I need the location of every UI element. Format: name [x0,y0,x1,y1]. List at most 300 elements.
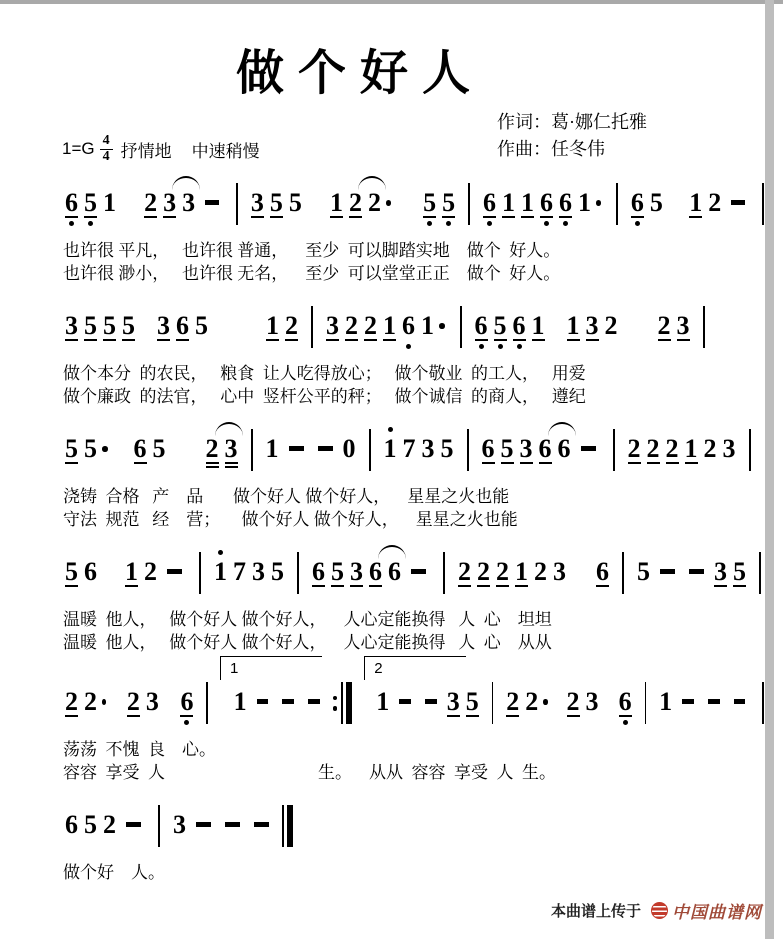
expression-marking: 抒情地 [120,141,172,161]
duration-dash [196,822,211,827]
duration-dash [318,446,333,451]
music-system [0,435,774,531]
lyric-line: 守法 规范 经 营； 做个好人 做个好人， 星星之火也能 [63,510,518,529]
barline [251,429,253,471]
note [125,558,138,587]
note-digit: 5 [442,188,456,217]
augmentation-dot [102,446,108,452]
augmentation-dot [596,200,601,206]
note-digit: 6 [538,434,552,463]
note-digit: 1 [376,687,390,716]
barline [622,552,624,594]
low-octave-dot [544,221,549,226]
note [252,558,265,585]
note-digit: 2 [368,188,382,217]
barline [236,183,238,225]
note-digit: 1 [265,434,279,463]
note-digit: 5 [152,434,166,463]
note-digit: 5 [65,434,78,463]
low-octave-dot [498,344,503,349]
note [146,688,159,715]
note [685,435,698,464]
note-digit: 2 [646,434,660,463]
note [442,189,455,218]
note [520,435,533,464]
note [234,688,247,715]
note [521,189,534,218]
note [631,189,644,218]
volta-box: 1 [220,656,322,680]
note-digit: 6 [65,188,78,217]
note [163,189,176,218]
low-octave-dot [479,344,484,349]
barline [703,306,705,348]
music-system [0,811,774,884]
key-and-tempo [62,135,280,163]
note-digit: 5 [195,311,208,340]
note-digit: 2 [657,311,671,340]
note [532,312,545,341]
note [326,312,339,341]
note [475,312,488,341]
note [368,189,381,216]
note [182,189,195,216]
note-digit: 5 [637,557,650,586]
note [195,312,208,339]
augmentation-dot [439,323,445,329]
note [270,189,283,218]
note [65,189,78,218]
note-digit: 3 [585,687,599,716]
note [349,189,362,218]
note-digit: 5 [288,188,302,217]
note [666,435,679,464]
note-digit: 6 [312,557,325,586]
low-octave-dot [184,720,189,725]
note [180,688,193,717]
music-system [0,312,774,408]
duration-dash [689,569,704,574]
note-digit: 3 [676,311,690,340]
note-digit: 6 [481,434,495,463]
note-digit: 2 [65,687,78,716]
note [586,312,599,341]
note-digit: 3 [145,687,159,716]
note [84,435,97,462]
note-digit: 5 [493,311,507,340]
thin-bar [282,805,284,847]
site-logo-icon [651,902,668,919]
note [384,435,397,462]
note-digit: 2 [665,434,679,463]
note-digit: 6 [84,557,97,586]
note [483,189,496,218]
window-edge-top [0,0,783,4]
note [650,189,663,216]
note-digit: 2 [477,557,490,586]
note [289,189,302,216]
duration-dash [399,699,411,704]
note [458,558,471,587]
note [658,312,671,341]
note-digit: 6 [133,434,147,463]
score [0,189,774,884]
high-octave-dot [388,427,393,432]
note [383,312,396,341]
note-digit: 2 [458,557,471,586]
note-digit: 3 [182,188,196,217]
note-digit: 2 [525,687,539,716]
note [525,688,538,715]
augmentation-dot [543,699,547,705]
note-digit: 1 [421,311,434,340]
note [65,558,78,587]
note-digit: 3 [519,434,533,463]
note [553,558,566,585]
duration-dash [254,822,269,827]
lyric-line: 荡荡 不愧 良 心。 [63,740,216,759]
note-digit: 2 [84,687,97,716]
note [567,688,580,717]
note-digit: 6 [596,557,609,586]
duration-dash [581,446,596,451]
note-digit: 5 [269,188,283,217]
note [103,811,116,838]
note [266,435,279,462]
note [619,688,632,717]
note [733,558,746,587]
note-digit: 2 [345,311,358,340]
note [515,558,528,587]
note-digit: 6 [557,434,571,463]
volta-box: 2 [364,656,466,680]
note-digit: 2 [144,188,158,217]
barline [443,552,445,594]
note [103,189,116,216]
duration-dash [734,699,746,704]
notes-row [0,312,774,362]
augmentation-dot [102,699,106,705]
note [176,312,189,341]
note [122,312,135,341]
note [173,811,186,838]
notes-row [0,435,774,485]
site-name: 中国曲谱网 [672,903,762,922]
notes-row [0,660,774,738]
credits [497,109,647,163]
note-digit: 2 [627,434,641,463]
thin-bar [341,682,343,724]
tempo-marking: 中速稍慢 [191,141,260,161]
note-digit: 1 [214,557,227,586]
barline [158,805,160,847]
note [513,312,526,341]
note-digit: 3 [250,188,264,217]
repeat-end-barline [333,682,353,724]
note [637,558,650,585]
note-digit: 6 [474,311,488,340]
note [447,688,460,717]
composer-credit: 作曲：任冬伟 [497,139,605,159]
repeat-dots [333,696,338,711]
barline [199,552,201,594]
note-digit: 3 [350,557,363,586]
note [103,312,116,341]
music-system [0,558,774,654]
note [312,558,325,587]
note-digit: 5 [500,434,514,463]
note-digit: 2 [496,557,509,586]
note [271,558,284,585]
note [225,435,238,464]
thick-bar [346,682,352,724]
note [708,189,721,216]
note [84,811,97,838]
note [266,312,279,341]
duration-dash [660,569,675,574]
watermark [551,898,762,923]
note-digit: 1 [659,687,673,716]
note [534,558,547,585]
notes-row [0,189,774,239]
note-digit: 1 [689,188,703,217]
note-digit: 2 [534,557,547,586]
beam-line [206,466,219,469]
barline [297,552,299,594]
duration-dash [308,699,320,704]
note [539,435,552,464]
lyric-line: 也许很 渺小， 也许很 无名， 至少 可以堂堂正正 做个 好人。 [63,264,561,283]
note-digit: 7 [402,434,416,463]
note-digit: 2 [364,311,377,340]
note [689,189,702,218]
low-octave-dot [446,221,451,226]
note-digit: 3 [157,311,170,340]
time-signature-bottom: 4 [102,149,110,164]
note [605,312,618,339]
song-title: 做个好人 [235,47,484,100]
note [376,688,389,715]
note-digit: 2 [103,810,116,839]
note [345,312,358,341]
note [84,558,97,585]
barline [468,183,470,225]
note [496,558,509,587]
note-digit: 3 [722,434,736,463]
note-digit: 2 [604,311,618,340]
beam-line [225,466,238,469]
note-digit: 1 [233,687,247,716]
note-digit: 5 [84,434,97,463]
duration-dash [708,699,720,704]
note [364,312,377,341]
note-digit: 6 [176,311,189,340]
note-digit: 6 [559,188,572,217]
note-digit: 5 [103,311,116,340]
note [343,435,356,462]
note [403,435,416,462]
low-octave-dot [88,221,93,226]
barline [460,306,462,348]
note-digit: 2 [703,434,717,463]
note [144,189,157,218]
music-system [0,189,774,285]
note-digit: 5 [271,557,284,586]
note [558,435,571,462]
note [482,435,495,464]
note-digit: 1 [578,188,591,217]
augmentation-dot [386,200,391,206]
barline [759,552,761,594]
note [714,558,727,587]
lyricist-credit: 作词：葛·娜仁托雅 [497,112,647,132]
note [723,435,736,462]
note-digit: 5 [440,434,454,463]
note [596,558,609,587]
note [559,189,572,218]
note-digit: 5 [423,188,437,217]
note [423,189,436,218]
note-digit: 2 [126,687,140,716]
note [285,312,298,341]
barline [369,429,371,471]
note-digit: 2 [566,687,580,716]
note-digit: 6 [402,311,415,340]
note [127,688,140,717]
barline [467,429,469,471]
low-octave-dot [487,221,492,226]
note-digit: 2 [506,687,520,716]
note [567,312,580,341]
note [388,558,401,585]
note [647,435,660,464]
note-digit: 3 [421,434,435,463]
barline [762,682,764,724]
barline [749,429,751,471]
low-octave-dot [623,720,628,725]
lyric-line: 温暖 他人， 做个好人 做个好人， 人心定能换得 人 心 从从 [63,633,552,652]
note [494,312,507,341]
barline [616,183,618,225]
duration-dash [257,699,269,704]
duration-dash [205,200,219,205]
duration-dash [731,200,745,205]
high-octave-dot [218,550,223,555]
note-digit: 1 [566,311,580,340]
note-digit: 3 [714,557,727,586]
note [506,688,519,717]
duration-dash [425,699,437,704]
note-digit: 5 [649,188,663,217]
note [134,435,147,464]
note-digit: 5 [465,687,479,716]
barline [762,183,764,225]
note [369,558,382,587]
duration-dash [289,446,304,451]
note-digit: 3 [585,311,599,340]
note-digit: 3 [553,557,566,586]
note [65,312,78,341]
note [659,688,672,715]
note [466,688,479,717]
time-signature [100,135,113,163]
note [578,189,591,216]
note [65,811,78,838]
note-digit: 2 [349,188,363,217]
note [704,435,717,462]
note [157,312,170,341]
barline [311,306,313,348]
lyric-line: 容容 享受 人 生。 从从 容容 享受 人 生。 [63,763,556,782]
note-digit: 5 [84,188,97,217]
duration-dash [225,822,240,827]
lyric-line: 也许很 平凡， 也许很 普通， 至少 可以脚踏实地 做个 好人。 [63,241,561,260]
note [214,558,227,585]
note-digit: 2 [285,311,298,340]
note-digit: 3 [252,557,265,586]
note-digit: 5 [122,311,135,340]
note [144,558,157,585]
note [331,558,344,587]
note [502,189,515,218]
note [251,189,264,218]
lyric-line: 温暖 他人， 做个好人 做个好人， 人心定能换得 人 心 坦坦 [63,610,552,629]
note [65,688,78,717]
note-digit: 1 [684,434,698,463]
duration-dash [167,569,182,574]
note-digit: 7 [233,557,246,586]
duration-dash [126,822,141,827]
lyric-line: 浇铸 合格 产 品 做个好人 做个好人， 星星之火也能 [63,487,510,506]
note [441,435,454,462]
note-digit: 1 [330,188,344,217]
note-digit: 5 [84,311,97,340]
low-octave-dot [69,221,74,226]
note-digit: 1 [125,557,138,586]
watermark-text: 本曲谱上传于 [550,903,641,920]
note-digit: 3 [65,311,78,340]
low-octave-dot [635,221,640,226]
note-digit: 5 [733,557,746,586]
low-octave-dot [563,221,568,226]
note [65,435,78,464]
note [84,312,97,341]
note-digit: 5 [331,557,344,586]
barline [206,682,208,724]
note [421,312,434,339]
note-digit: 1 [521,188,534,217]
note-digit: 1 [383,434,397,463]
thick-bar [287,805,293,847]
note-digit: 3 [326,311,339,340]
note-digit: 3 [163,188,177,217]
note [84,688,97,715]
note-digit: 1 [103,188,116,217]
meta-row [62,109,702,163]
note-digit: 1 [502,188,515,217]
note-digit: 1 [515,557,528,586]
note [402,312,415,339]
note-digit: 6 [388,557,401,586]
duration-dash [682,699,694,704]
note [677,312,690,341]
note-digit: 6 [540,188,553,217]
notes-row [0,558,774,608]
note [477,558,490,587]
note-digit: 5 [84,810,97,839]
note-digit: 6 [618,687,632,716]
low-octave-dot [427,221,432,226]
